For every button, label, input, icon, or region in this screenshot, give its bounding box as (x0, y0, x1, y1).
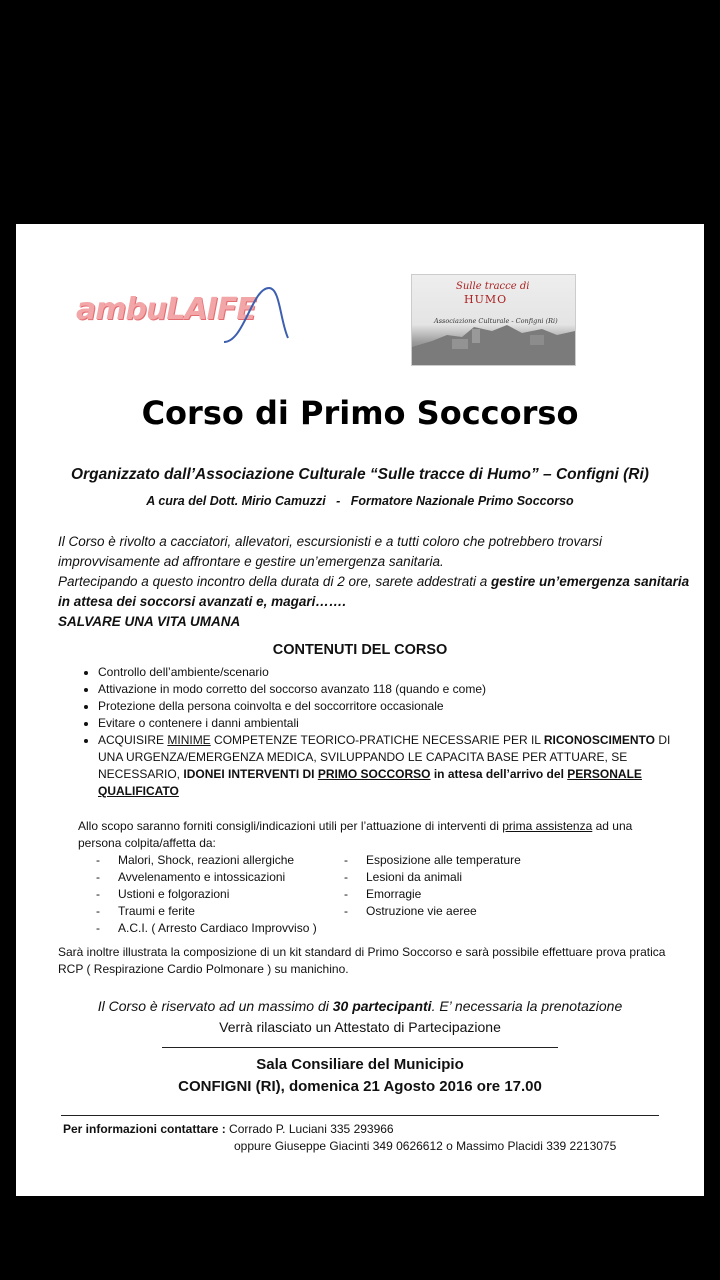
intro-text (58, 532, 698, 632)
list-item: • Controllo dell’ambiente/scenario (98, 664, 678, 681)
ambulaife-logo (74, 280, 294, 350)
list-item: - Traumi e ferite (96, 903, 317, 920)
divider (162, 1047, 558, 1048)
list-item: - Esposizione alle temperature (344, 852, 521, 869)
list-item: - Ostruzione vie aeree (344, 903, 521, 920)
list-item: • ACQUISIRE MINIME COMPETENZE TEORICO-PRATICHE NECESSARIE PER IL RICONOSCIMENTO DI UNA URGENZA/EMERGENZA MEDICA, SVILUPPANDO LE CAPACITA BASE PER ATTUARE, SE NECESSARIO, IDONEI INTERVENTI DI PRIMO SOCCORSO in attesa dell’arrivo del PERSONALE QUALIFICATO (98, 732, 678, 800)
conditions-left-column (96, 852, 317, 937)
humo-logo-line3: Associazione Culturale - Configni (Ri) (434, 317, 558, 325)
contact-line-2: oppure Giuseppe Giacinti 349 0626612 o Massimo Placidi 339 2213075 (234, 1139, 617, 1153)
contents-title: CONTENUTI DEL CORSO (272, 642, 448, 658)
intro-slogan: SALVARE UNA VITA UMANA (58, 614, 241, 629)
scope-text: Allo scopo saranno forniti consigli/indicazioni utili per l’attuazione di interventi di prima assistenza ad una persona colpita/affetta da: (78, 819, 633, 850)
certificate-note: Verrà rilasciato un Attestato di Partecipazione (219, 1019, 501, 1035)
humo-logo (411, 274, 576, 366)
kit-text: Sarà inoltre illustrata la composizione di un kit standard di Primo Soccorso e sarà possibile effettuare prova pratica RCP ( Respirazione Cardio Polmonare ) su manichino. (58, 945, 666, 976)
humo-logo-line1: Sulle tracce di (456, 281, 530, 292)
reservation-note: Il Corso è riservato ad un massimo di 30 partecipanti. E’ necessaria la prenotazione (97, 998, 623, 1014)
venue: Sala Consiliare del Municipio (256, 1056, 464, 1073)
village-image (412, 275, 575, 365)
divider (61, 1115, 659, 1116)
list-item: • Attivazione in modo corretto del soccorso avanzato 118 (quando e come) (98, 681, 678, 698)
list-item: - Malori, Shock, reazioni allergiche (96, 852, 317, 869)
list-item: - Lesioni da animali (344, 869, 521, 886)
humo-logo-line2: HUMO (464, 293, 508, 306)
contents-list (78, 664, 678, 800)
organizer-subtitle: Organizzato dall’Associazione Culturale “Sulle tracce di Humo” – Configni (Ri) (71, 466, 649, 483)
list-item: - Avvelenamento e intossicazioni (96, 869, 317, 886)
date-time: CONFIGNI (RI), domenica 21 Agosto 2016 ore 17.00 (178, 1078, 542, 1095)
list-item: - A.C.I. ( Arresto Cardiaco Improvviso ) (96, 920, 317, 937)
intro-paragraph-2: Partecipando a questo incontro della durata di 2 ore, sarete addestrati a gestire un’emergenza sanitaria in attesa dei soccorsi avanzati e, magari……. (58, 574, 690, 609)
list-item: - Emorragie (344, 886, 521, 903)
intro-paragraph-1: Il Corso è rivolto a cacciatori, allevatori, escursionisti e a tutti coloro che potrebbero trovarsi improvvisamente ad affrontare e gestire un’emergenza sanitaria. (58, 534, 602, 569)
conditions-right-column (344, 852, 521, 920)
list-item: • Protezione della persona coinvolta e del soccorritore occasionale (98, 698, 678, 715)
flyer-page (16, 224, 704, 1196)
contact-line-1: Per informazioni contattare : Corrado P. Luciani 335 293966 (63, 1122, 394, 1136)
page-title: Corso di Primo Soccorso (141, 394, 579, 432)
ambulaife-logo-text: ambuLAIFE (76, 292, 256, 327)
curator-line: A cura del Dott. Mirio Camuzzi - Formatore Nazionale Primo Soccorso (146, 494, 574, 508)
list-item: - Ustioni e folgorazioni (96, 886, 317, 903)
list-item: • Evitare o contenere i danni ambientali (98, 715, 678, 732)
ecg-wave-icon (74, 280, 294, 350)
